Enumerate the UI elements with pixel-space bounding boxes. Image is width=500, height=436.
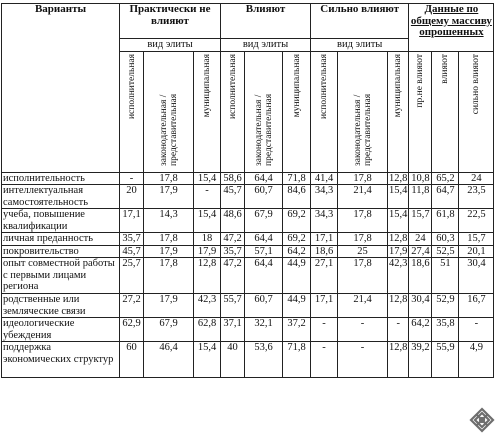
table-cell: 45,7 xyxy=(120,245,144,258)
table-cell: 46,4 xyxy=(144,342,194,378)
table-cell: 84,6 xyxy=(283,185,311,209)
table-cell: 17,8 xyxy=(144,258,194,294)
table-cell: 44,9 xyxy=(283,258,311,294)
table-cell: 24 xyxy=(459,172,494,185)
table-cell: 14,3 xyxy=(144,209,194,233)
table-cell: 15,7 xyxy=(459,233,494,246)
table-cell: 18 xyxy=(194,233,221,246)
table-row xyxy=(2,318,494,342)
table-cell: 17,1 xyxy=(311,233,338,246)
table-cell: 60,3 xyxy=(432,233,459,246)
table-cell: 34,3 xyxy=(311,185,338,209)
col-overall-strong-influence: сильно влияют xyxy=(459,52,494,173)
table-cell: - xyxy=(194,185,221,209)
row-label: родственные или земляческие связи xyxy=(2,294,120,318)
table-cell: 11,8 xyxy=(409,185,432,209)
table-cell: - xyxy=(459,318,494,342)
table-cell: 15,7 xyxy=(409,209,432,233)
table-cell: 47,2 xyxy=(221,258,245,294)
table-cell: 58,6 xyxy=(221,172,245,185)
table-cell: 17,9 xyxy=(144,185,194,209)
table-cell: 15,4 xyxy=(194,209,221,233)
table-cell: 17,8 xyxy=(144,233,194,246)
table-cell: 15,4 xyxy=(194,342,221,378)
table-cell: 55,9 xyxy=(432,342,459,378)
table-cell: 17,1 xyxy=(120,209,144,233)
table-cell: 64,4 xyxy=(245,172,283,185)
table-cell: 17,8 xyxy=(338,258,388,294)
table-cell: 20 xyxy=(120,185,144,209)
table-row xyxy=(2,245,494,258)
col-legislative: законодательная / представительная xyxy=(338,52,388,173)
table-cell: 15,4 xyxy=(388,209,409,233)
header-no-influence: Практически не влияют xyxy=(120,4,221,39)
table-cell: 47,2 xyxy=(221,233,245,246)
col-legislative: законодательная / представительная xyxy=(245,52,283,173)
table-cell: 60,7 xyxy=(245,294,283,318)
table-cell: 64,4 xyxy=(245,233,283,246)
table-cell: 60 xyxy=(120,342,144,378)
table-cell: 32,1 xyxy=(245,318,283,342)
table-cell: 67,9 xyxy=(144,318,194,342)
table-cell: 60,7 xyxy=(245,185,283,209)
table-cell: 71,8 xyxy=(283,342,311,378)
table-cell: 17,9 xyxy=(389,245,408,257)
row-label: исполнительность xyxy=(2,172,120,185)
table-cell: 17,8 xyxy=(338,172,388,185)
table-cell: 61,8 xyxy=(432,209,459,233)
table-cell: 39,2 xyxy=(409,342,432,378)
table-cell: 52,5 xyxy=(432,245,459,258)
table-row xyxy=(2,172,494,185)
col-overall-no-influence: пр.не влияют xyxy=(409,52,432,173)
table-cell: 45,7 xyxy=(221,185,245,209)
table-cell: 27,2 xyxy=(120,294,144,318)
table-cell: 12,8 xyxy=(389,172,408,184)
subheader-elite-type: вид элиты xyxy=(221,39,311,52)
table-cell: 62,8 xyxy=(194,318,221,342)
row-label: интеллектуальная самостоятельность xyxy=(2,185,120,209)
table-cell: 35,7 xyxy=(120,233,144,246)
row-label: покровительство xyxy=(2,245,120,258)
table-cell: 65,2 xyxy=(432,172,459,185)
table-cell: 20,1 xyxy=(459,245,494,258)
table-row xyxy=(2,342,494,378)
col-executive: исполнительная xyxy=(221,52,245,173)
col-municipal: муниципальная xyxy=(283,52,311,173)
table-cell: 30,4 xyxy=(409,294,432,318)
data-table xyxy=(1,3,494,378)
table-row xyxy=(2,294,494,318)
table-cell: 15,4 xyxy=(194,172,221,185)
table-cell: 42,3 xyxy=(194,294,221,318)
table-cell: 12,8 xyxy=(194,258,221,294)
col-executive: исполнительная xyxy=(311,52,338,173)
table-cell: - xyxy=(120,172,144,185)
table-cell: 21,4 xyxy=(338,294,388,318)
table-cell: 17,9 xyxy=(194,245,221,258)
table-cell: 27,1 xyxy=(311,258,338,294)
table-cell: 27,4 xyxy=(409,245,432,258)
table-cell: 17,8 xyxy=(144,172,194,185)
table-cell: 34,3 xyxy=(311,209,338,233)
table-cell: 64,4 xyxy=(245,258,283,294)
table-cell: 69,2 xyxy=(283,209,311,233)
table-row xyxy=(2,258,494,294)
table-cell: 18,6 xyxy=(311,245,338,258)
table-cell: 17,9 xyxy=(144,294,194,318)
table-cell: 12,8 xyxy=(388,294,409,318)
table-row xyxy=(2,233,494,246)
table-cell: 67,9 xyxy=(245,209,283,233)
table-cell: 35,8 xyxy=(432,318,459,342)
table-cell: 12,8 xyxy=(389,233,408,244)
table-cell: 57,1 xyxy=(245,245,283,258)
table-cell: 17,8 xyxy=(338,209,388,233)
table-cell: - xyxy=(311,318,338,342)
table-cell: 10,8 xyxy=(409,172,432,185)
col-municipal: муниципальная xyxy=(194,52,221,173)
table-cell: 51 xyxy=(432,258,459,294)
table-cell: 25,7 xyxy=(120,258,144,294)
table-cell: 4,9 xyxy=(459,342,494,378)
table-cell: 17,1 xyxy=(311,294,338,318)
header-influence: Влияют xyxy=(221,4,311,39)
table-cell: 64,2 xyxy=(283,245,311,258)
subheader-elite-type: вид элиты xyxy=(311,39,409,52)
row-label: опыт совместной работы с первыми лицами региона xyxy=(2,258,120,294)
subheader-elite-type: вид элиты xyxy=(120,39,221,52)
table-cell: 42,3 xyxy=(388,258,409,294)
endless-knot-icon xyxy=(469,407,495,433)
table-cell: - xyxy=(338,318,388,342)
header-variants: Варианты xyxy=(2,4,120,173)
col-municipal: муниципальная xyxy=(388,52,409,173)
table-cell: 64,2 xyxy=(409,318,432,342)
table-cell: 40 xyxy=(221,342,245,378)
table-cell: 24 xyxy=(409,233,432,246)
table-cell: 55,7 xyxy=(221,294,245,318)
row-label: идеологические убеждения xyxy=(2,318,120,342)
table-cell: 53,6 xyxy=(245,342,283,378)
table-cell: 69,2 xyxy=(283,233,311,246)
table-row xyxy=(2,185,494,209)
row-label: учеба, повышение квалификации xyxy=(2,209,120,233)
table-cell: 21,4 xyxy=(338,185,388,209)
table-cell: 62,9 xyxy=(120,318,144,342)
table-cell: 35,7 xyxy=(221,245,245,258)
table-cell: 17,8 xyxy=(338,233,388,246)
table-cell: - xyxy=(338,342,388,378)
table-cell: 44,9 xyxy=(283,294,311,318)
row-label: личная преданность xyxy=(2,233,120,246)
table-cell: 15,4 xyxy=(388,185,409,209)
header-strong-influence: Сильно влияют xyxy=(311,4,409,39)
table-cell: 37,1 xyxy=(221,318,245,342)
table-row xyxy=(2,209,494,233)
table-cell: - xyxy=(311,342,338,378)
header-overall: Данные по общему массиву опрошенных xyxy=(409,4,494,52)
table-cell: 64,7 xyxy=(432,185,459,209)
table-cell: 30,4 xyxy=(459,258,494,294)
col-executive: исполнительная xyxy=(120,52,144,173)
table-cell: 71,8 xyxy=(283,172,311,185)
table-cell: - xyxy=(388,318,409,342)
table-cell: 17,9 xyxy=(144,245,194,258)
table-cell: 23,5 xyxy=(459,185,494,209)
table-cell: 48,6 xyxy=(221,209,245,233)
table-cell: 25 xyxy=(338,245,388,258)
table-cell: 22,5 xyxy=(459,209,494,233)
table-cell: 16,7 xyxy=(459,294,494,318)
table-cell: 18,6 xyxy=(409,258,432,294)
table-cell: 37,2 xyxy=(283,318,311,342)
col-overall-influence: влияют xyxy=(432,52,459,173)
table-cell: 41,4 xyxy=(311,172,338,185)
table-cell: 12,8 xyxy=(388,342,409,378)
row-label: поддержка экономических структур xyxy=(2,342,120,378)
table-cell: 52,9 xyxy=(432,294,459,318)
col-legislative: законодательная / представительная xyxy=(144,52,194,173)
